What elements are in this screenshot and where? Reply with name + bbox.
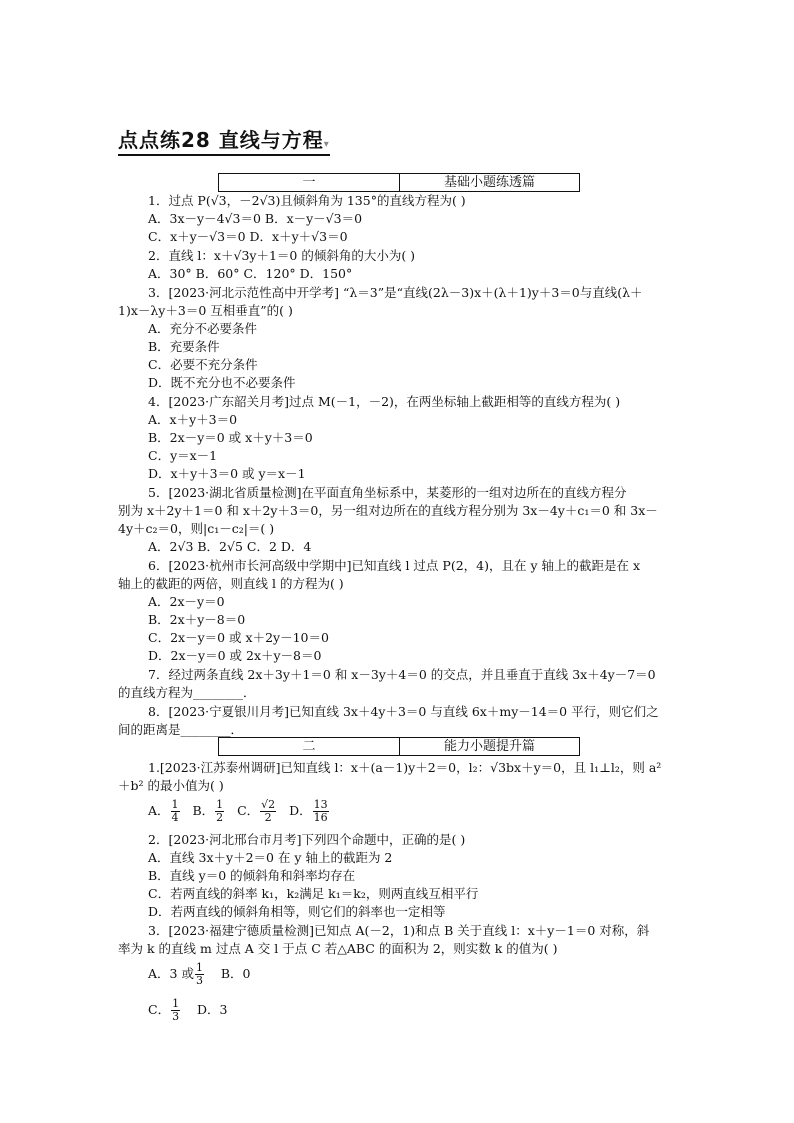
section-number: 二 [219, 738, 400, 755]
question-3-option-b: B．充要条件 [148, 339, 220, 354]
denominator: 3 [195, 974, 203, 987]
fraction [195, 962, 204, 987]
question-6-option-c: C．2x－y＝0 或 x＋2y－10＝0 [148, 630, 329, 645]
numerator: 1 [172, 997, 180, 1010]
fraction [313, 799, 329, 824]
ability-question-3-cont: 率为 k 的直线 m 过点 A 交 l 于点 C 若△ABC 的面积为 2，则实数 k 的值为( ) [118, 941, 558, 956]
page-title [118, 124, 330, 156]
ability-question-2-option-b: B．直线 y＝0 的倾斜角和斜率均存在 [148, 868, 356, 883]
denominator: 2 [264, 811, 272, 824]
option-d-label: D．3 [196, 1002, 228, 1017]
question-6-option-b: B．2x＋y－8＝0 [148, 612, 246, 627]
page-title-text: 点点练28 直线与方程 [118, 128, 324, 152]
denominator: 4 [171, 811, 179, 824]
option-a-label: A． [148, 803, 170, 818]
question-2-options: A．30° B．60° C．120° D．150° [148, 266, 353, 281]
section-header-2 [218, 737, 580, 756]
fraction [260, 799, 276, 824]
question-8: 8．[2023·宁夏银川月考]已知直线 3x＋4y＋3＝0 与直线 6x＋my－14＝0 平行，则它们之 [148, 704, 659, 719]
question-8-cont: 间的距离是________． [118, 722, 244, 737]
question-1-options-cd: C．x＋y－√3＝0 D．x＋y＋√3＝0 [148, 229, 348, 244]
question-7: 7．经过两条直线 2x＋3y＋1＝0 和 x－3y＋4＝0 的交点，并且垂直于直线 3x＋4y－7＝0 [148, 667, 656, 682]
question-4: 4．[2023·广东韶关月考]过点 M(－1，－2)，在两坐标轴上截距相等的直线方程为( ) [148, 394, 621, 409]
question-3-cont: 1)x－λy＋3＝0 互相垂直”的( ) [118, 303, 293, 318]
dropdown-marker-icon: ▾ [323, 139, 330, 150]
option-c-label: C． [237, 803, 260, 818]
section-name: 能力小题提升篇 [443, 739, 535, 754]
numerator: 1 [171, 798, 179, 811]
numerator: √2 [261, 798, 276, 811]
question-5-cont-2: 4y＋c₂＝0，则|c₁－c₂|＝( ) [118, 521, 275, 536]
ability-question-3-options-cd [148, 996, 227, 1024]
fraction [171, 998, 180, 1023]
question-4-option-a: A．x＋y＋3＝0 [148, 412, 238, 427]
fraction [171, 799, 180, 824]
ability-question-1-options [148, 797, 330, 825]
denominator: 3 [172, 1010, 180, 1023]
question-7-cont: 的直线方程为________． [118, 685, 256, 700]
ability-question-2-option-a: A．直线 3x＋y＋2＝0 在 y 轴上的截距为 2 [148, 850, 393, 865]
question-1: 1．过点 P(√3，－2√3)且倾斜角为 135°的直线方程为( ) [148, 193, 466, 208]
ability-question-3: 3．[2023·福建宁德质量检测]已知点 A(－2，1)和点 B 关于直线 l：x＋y－1＝0 对称，斜 [148, 923, 650, 938]
question-6-option-d: D．2x－y＝0 或 2x＋y－8＝0 [148, 648, 322, 663]
ability-question-1: 1.[2023·江苏泰州调研]已知直线 l：x＋(a－1)y＋2＝0，l₂：√3bx＋y＝0，且 l₁⊥l₂，则 a² [148, 760, 662, 775]
question-3: 3．[2023·河北示范性高中开学考] “λ＝3”是“直线(2λ－3)x＋(λ＋1)y＋3＝0与直线(λ＋ [148, 285, 643, 300]
ability-question-2-option-c: C．若两直线的斜率 k₁，k₂满足 k₁＝k₂，则两直线互相平行 [148, 886, 479, 901]
question-5-cont-1: 别为 x＋2y＋1＝0 和 x＋2y＋3＝0，另一组对边所在的直线方程分别为 3x－4y＋c₁＝0 和 3x－ [118, 503, 658, 518]
question-4-option-d: D．x＋y＋3＝0 或 y＝x－1 [148, 466, 306, 481]
option-b-label: B． [192, 803, 215, 818]
ability-question-2: 2．[2023·河北邢台市月考]下列四个命题中，正确的是( ) [148, 832, 466, 847]
option-c-label: C． [148, 1002, 171, 1017]
ability-question-2-option-d: D．若两直线的倾斜角相等，则它们的斜率也一定相等 [148, 904, 446, 919]
question-4-option-b: B．2x－y＝0 或 x＋y＋3＝0 [148, 430, 313, 445]
question-6: 6．[2023·杭州市长河高级中学期中]已知直线 l 过点 P(2，4)，且在 y 轴上的截距是在 x [148, 558, 641, 573]
denominator: 16 [313, 811, 328, 824]
question-3-option-d: D．既不充分也不必要条件 [148, 375, 296, 390]
section-name: 基础小题练透篇 [443, 175, 535, 190]
section-header-1 [218, 173, 580, 192]
question-6-cont: 轴上的截距的两倍，则直线 l 的方程为( ) [118, 576, 344, 591]
denominator: 2 [216, 811, 224, 824]
ability-question-1-cont: ＋b² 的最小值为( ) [118, 778, 224, 793]
option-b-label: B．0 [220, 966, 251, 981]
question-3-option-c: C．必要不充分条件 [148, 357, 258, 372]
fraction [215, 799, 224, 824]
question-2: 2．直线 l：x＋√3y＋1＝0 的倾斜角的大小为( ) [148, 248, 416, 263]
question-1-options-ab: A．3x－y－4√3＝0 B．x－y－√3＝0 [148, 211, 363, 226]
numerator: 13 [313, 798, 328, 811]
question-6-option-a: A．2x－y＝0 [148, 594, 225, 609]
question-5: 5．[2023·湖北省质量检测]在平面直角坐标系中，某菱形的一组对边所在的直线方程分 [148, 485, 627, 500]
option-a-label: A．3 或 [148, 966, 194, 981]
option-d-label: D． [289, 803, 312, 818]
question-3-option-a: A．充分不必要条件 [148, 321, 258, 336]
numerator: 1 [195, 961, 203, 974]
ability-question-3-options-ab [148, 960, 251, 988]
question-5-options: A．2√3 B．2√5 C．2 D．4 [148, 539, 312, 554]
section-number: 一 [219, 174, 400, 191]
numerator: 1 [216, 798, 224, 811]
question-4-option-c: C．y＝x－1 [148, 448, 218, 463]
